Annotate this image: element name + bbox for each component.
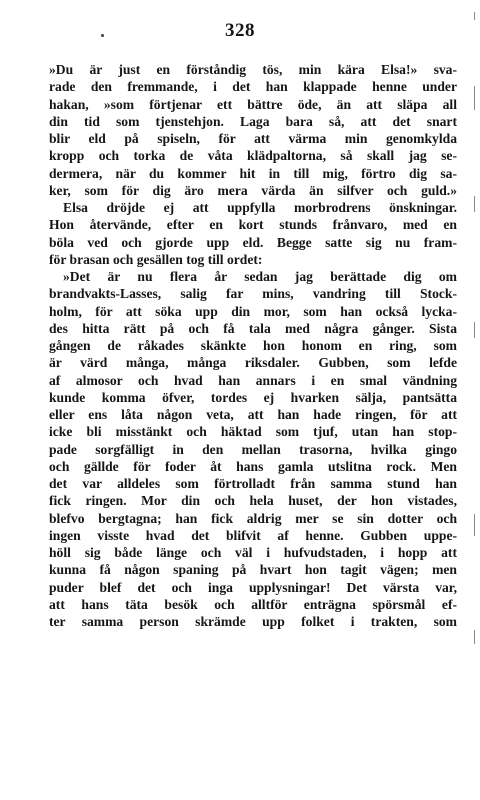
text-line: »Du är just en förståndig tös, min kära Elsa!» sva- [49,62,457,77]
text-line: blir eld på spiseln, för att värma min genomkylda [49,131,457,146]
text-line: och gällde för foder åt hans gamla utslitna rock. Men [49,458,457,474]
text-line: dermera, när du kommer hit in till mig, förtro dig sa- [49,165,457,181]
text-line: kunde komma öfver, tordes ej hvarken sälja, pantsätta [49,389,457,405]
text-line: fick ringen. Mor din och hela huset, der hon vistades, [49,493,457,509]
margin-line [474,196,475,212]
margin-line [474,86,475,110]
text-line: holm, för att söka upp din mor, som han också lycka- [49,303,457,319]
body-text [49,61,457,630]
text-line: pade sorgfälligt in den mellan trasorna, hvilka gingo [49,441,457,457]
margin-line [474,12,475,20]
text-line: blefvo bergtagna; han fick aldrig mer se sin dotter och [49,510,457,526]
text-line: är värd många, många riksdaler. Gubben, som lefde [49,355,457,371]
text-line: kropp och torka de våta klädpaltorna, så skall jag se- [49,148,457,164]
text-line: brandvakts-Lasses, salig far mins, vandring till Stock- [49,286,457,302]
margin-line [474,514,475,536]
text-line: af almosor och hvad han annars i en smal vändning [49,372,457,388]
text-line: puder blef det och inga upplysningar! Det värsta var, [49,579,457,595]
page-number: 328 [225,20,255,41]
text-line: Hon återvände, efter en kort stunds frånvaro, med en [49,217,457,233]
text-line: ter samma person skrämde upp folket i trakten, som [49,614,457,629]
text-line: kunna få någon spaning på hvart hon tagit vägen; men [49,562,457,578]
text-line: gången de råkades skänkte hon honom en ring, som [49,338,457,353]
text-line: Elsa dröjde ej att uppfylla morbrodrens önskningar. [63,200,457,215]
text-line: icke bli misstänkt och häktad som tjuf, utan han stop- [49,424,457,440]
text-line: för brasan och gesällen tog till ordet: [49,251,263,267]
text-line: hakan, »som förtjenar ett bättre öde, än att släpa all [49,96,457,112]
text-line: höll sig både länge och väl i hufvudstaden, i hopp att [49,545,457,560]
margin-line [474,322,475,338]
text-line: din tid som tjenstehjon. Laga bara så, att det snart [49,113,457,129]
text-line: eller ens låta någon veta, att han hade ringen, för att [49,407,457,422]
text-line: ker, som för dig äro mera värda än silfver och guld.» [49,182,457,198]
text-line: ingen visste hvad det blifvit af henne. Gubben uppe- [49,527,457,543]
text-line: det var alldeles som förtrolladt från samma stund han [49,476,457,491]
text-line: des hitta rätt på och få tala med några gånger. Sista [49,320,457,336]
text-line: att hans täta besök och alltför enträgna spörsmål ef- [49,596,457,612]
margin-line [474,630,475,644]
text-line: »Det är nu flera år sedan jag berättade dig om [63,269,457,284]
text-line: böla ved och gjorde upp eld. Begge satte sig nu fram- [49,234,457,250]
text-line: rade den fremmande, i det han klappade henne under [49,79,457,95]
